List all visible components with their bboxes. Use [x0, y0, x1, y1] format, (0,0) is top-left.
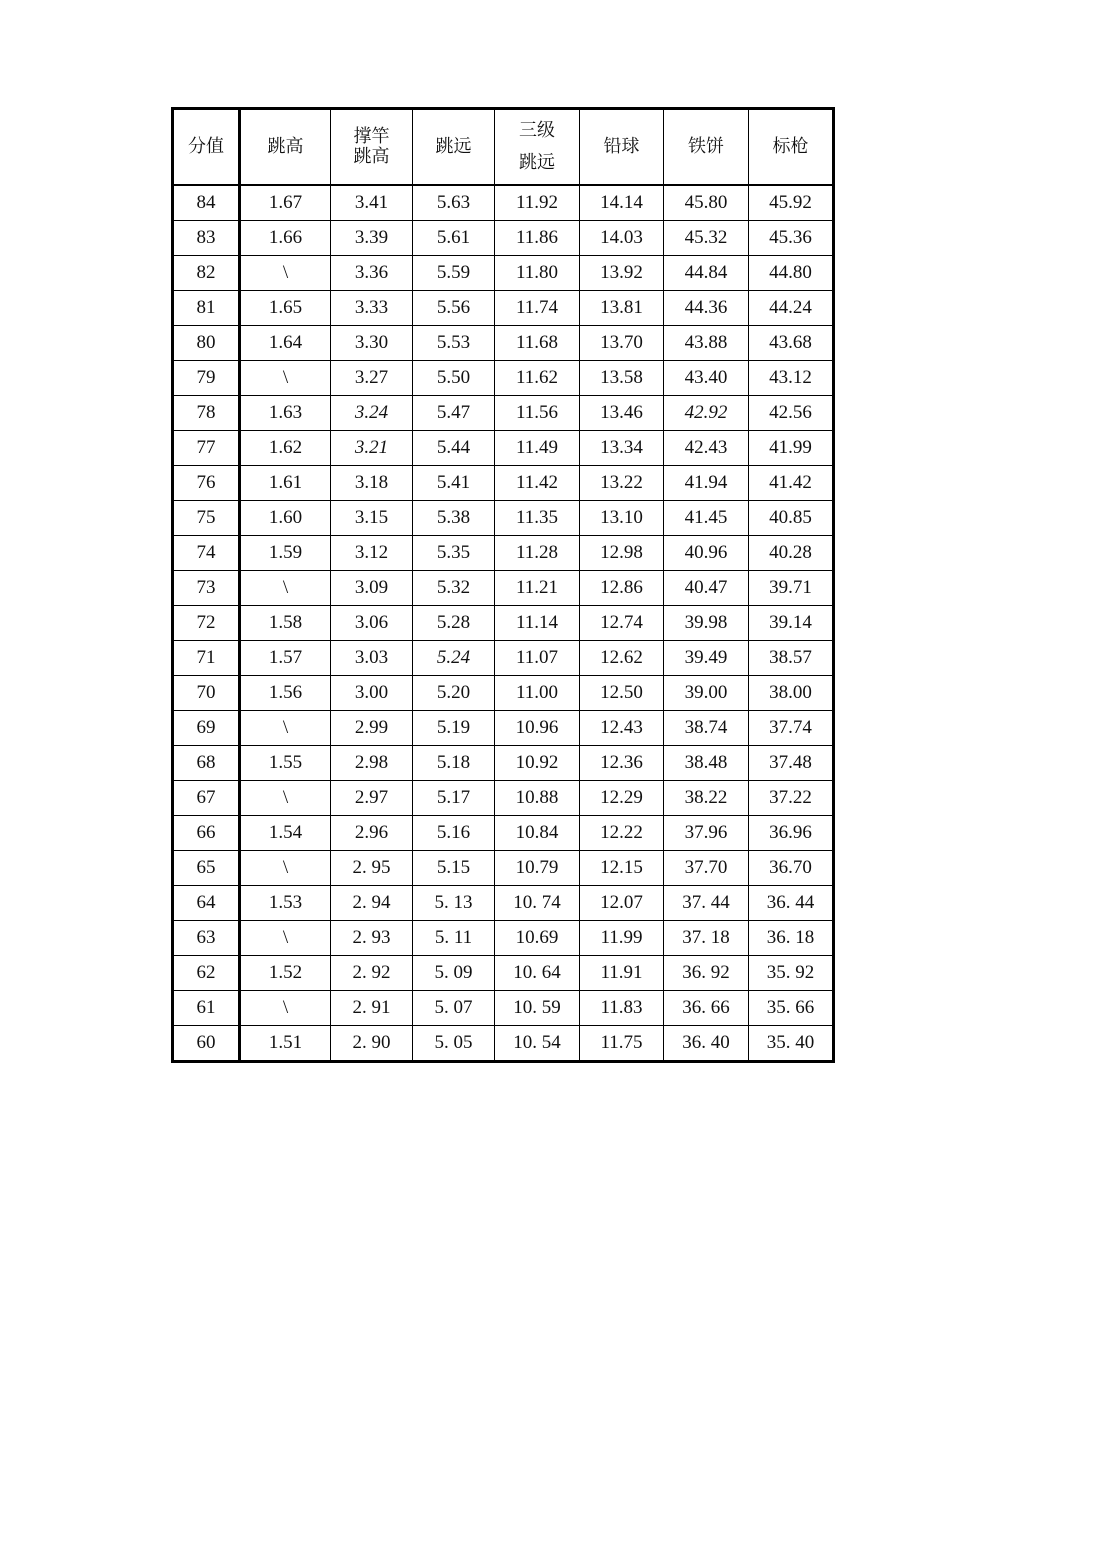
- cell-javelin: 41.42: [749, 466, 834, 501]
- cell-javelin: 40.85: [749, 501, 834, 536]
- cell-triple-jump: 10. 59: [495, 991, 580, 1026]
- header-discus: 铁饼: [664, 109, 749, 186]
- cell-shot-put: 13.46: [580, 396, 664, 431]
- cell-triple-jump: 10.96: [495, 711, 580, 746]
- cell-long-jump: 5. 13: [413, 886, 495, 921]
- cell-javelin: 36. 44: [749, 886, 834, 921]
- table-row: [173, 956, 834, 991]
- table-row: [173, 466, 834, 501]
- table-row: [173, 256, 834, 291]
- cell-score: 79: [173, 361, 240, 396]
- cell-pole-vault: 3.06: [331, 606, 413, 641]
- cell-high-jump: 1.61: [240, 466, 331, 501]
- cell-long-jump: 5.24: [413, 641, 495, 676]
- table-row: [173, 606, 834, 641]
- cell-shot-put: 13.70: [580, 326, 664, 361]
- cell-pole-vault: 2. 93: [331, 921, 413, 956]
- cell-discus: 45.80: [664, 185, 749, 221]
- cell-triple-jump: 10.79: [495, 851, 580, 886]
- header-javelin: 标枪: [749, 109, 834, 186]
- cell-shot-put: 14.14: [580, 185, 664, 221]
- cell-high-jump: 1.62: [240, 431, 331, 466]
- cell-triple-jump: 11.00: [495, 676, 580, 711]
- cell-discus: 44.84: [664, 256, 749, 291]
- table-row: [173, 536, 834, 571]
- cell-discus: 38.48: [664, 746, 749, 781]
- table-row: [173, 711, 834, 746]
- cell-pole-vault: 3.24: [331, 396, 413, 431]
- cell-discus: 37. 18: [664, 921, 749, 956]
- cell-javelin: 35. 40: [749, 1026, 834, 1062]
- cell-score: 68: [173, 746, 240, 781]
- table-row: [173, 676, 834, 711]
- header-pole-vault: [331, 109, 413, 186]
- cell-high-jump: 1.65: [240, 291, 331, 326]
- cell-pole-vault: 2.99: [331, 711, 413, 746]
- table-row: [173, 1026, 834, 1062]
- cell-pole-vault: 2. 90: [331, 1026, 413, 1062]
- cell-javelin: 45.36: [749, 221, 834, 256]
- cell-long-jump: 5.41: [413, 466, 495, 501]
- cell-high-jump: \: [240, 711, 331, 746]
- cell-triple-jump: 11.62: [495, 361, 580, 396]
- header-pole-vault-line2: 跳高: [353, 146, 390, 167]
- cell-long-jump: 5.50: [413, 361, 495, 396]
- cell-javelin: 41.99: [749, 431, 834, 466]
- cell-javelin: 40.28: [749, 536, 834, 571]
- cell-shot-put: 12.15: [580, 851, 664, 886]
- cell-shot-put: 12.29: [580, 781, 664, 816]
- cell-pole-vault: 2. 91: [331, 991, 413, 1026]
- cell-discus: 36. 66: [664, 991, 749, 1026]
- cell-pole-vault: 3.03: [331, 641, 413, 676]
- cell-discus: 37.96: [664, 816, 749, 851]
- cell-long-jump: 5.35: [413, 536, 495, 571]
- cell-high-jump: \: [240, 256, 331, 291]
- cell-score: 60: [173, 1026, 240, 1062]
- table-row: [173, 816, 834, 851]
- table-row: [173, 431, 834, 466]
- cell-shot-put: 13.34: [580, 431, 664, 466]
- cell-score: 82: [173, 256, 240, 291]
- cell-long-jump: 5.38: [413, 501, 495, 536]
- cell-discus: 43.40: [664, 361, 749, 396]
- cell-high-jump: \: [240, 851, 331, 886]
- cell-long-jump: 5.17: [413, 781, 495, 816]
- cell-triple-jump: 11.92: [495, 185, 580, 221]
- cell-triple-jump: 11.42: [495, 466, 580, 501]
- cell-javelin: 36.96: [749, 816, 834, 851]
- cell-high-jump: 1.58: [240, 606, 331, 641]
- cell-triple-jump: 10.92: [495, 746, 580, 781]
- table-row: [173, 641, 834, 676]
- cell-pole-vault: 2. 94: [331, 886, 413, 921]
- table-row: [173, 291, 834, 326]
- table-body: [173, 185, 834, 1062]
- cell-score: 75: [173, 501, 240, 536]
- cell-javelin: 39.14: [749, 606, 834, 641]
- cell-score: 84: [173, 185, 240, 221]
- cell-shot-put: 12.43: [580, 711, 664, 746]
- table-row: [173, 921, 834, 956]
- cell-score: 80: [173, 326, 240, 361]
- cell-discus: 44.36: [664, 291, 749, 326]
- cell-javelin: 38.57: [749, 641, 834, 676]
- cell-discus: 38.74: [664, 711, 749, 746]
- cell-high-jump: \: [240, 361, 331, 396]
- table-row: [173, 396, 834, 431]
- cell-shot-put: 11.75: [580, 1026, 664, 1062]
- cell-long-jump: 5. 07: [413, 991, 495, 1026]
- cell-javelin: 44.80: [749, 256, 834, 291]
- header-long-jump: 跳远: [413, 109, 495, 186]
- cell-pole-vault: 2.98: [331, 746, 413, 781]
- cell-high-jump: 1.63: [240, 396, 331, 431]
- table-row: [173, 851, 834, 886]
- header-triple-jump-line1: 三级: [519, 120, 555, 142]
- cell-score: 62: [173, 956, 240, 991]
- cell-triple-jump: 11.68: [495, 326, 580, 361]
- cell-shot-put: 13.81: [580, 291, 664, 326]
- cell-high-jump: \: [240, 921, 331, 956]
- cell-pole-vault: 3.36: [331, 256, 413, 291]
- cell-javelin: 35. 66: [749, 991, 834, 1026]
- cell-pole-vault: 3.12: [331, 536, 413, 571]
- cell-javelin: 43.12: [749, 361, 834, 396]
- cell-shot-put: 11.91: [580, 956, 664, 991]
- cell-score: 81: [173, 291, 240, 326]
- cell-discus: 40.47: [664, 571, 749, 606]
- table-row: [173, 326, 834, 361]
- cell-triple-jump: 10. 64: [495, 956, 580, 991]
- cell-shot-put: 12.98: [580, 536, 664, 571]
- cell-pole-vault: 3.00: [331, 676, 413, 711]
- table-header-row: [173, 109, 834, 186]
- cell-pole-vault: 2. 92: [331, 956, 413, 991]
- cell-high-jump: 1.51: [240, 1026, 331, 1062]
- cell-long-jump: 5.47: [413, 396, 495, 431]
- cell-triple-jump: 11.28: [495, 536, 580, 571]
- cell-pole-vault: 3.39: [331, 221, 413, 256]
- cell-discus: 39.98: [664, 606, 749, 641]
- cell-score: 64: [173, 886, 240, 921]
- cell-score: 83: [173, 221, 240, 256]
- cell-shot-put: 14.03: [580, 221, 664, 256]
- table-row: [173, 361, 834, 396]
- score-table: [171, 107, 835, 1063]
- cell-score: 77: [173, 431, 240, 466]
- cell-long-jump: 5. 11: [413, 921, 495, 956]
- cell-long-jump: 5.15: [413, 851, 495, 886]
- header-shot-put: 铅球: [580, 109, 664, 186]
- cell-score: 67: [173, 781, 240, 816]
- cell-triple-jump: 11.86: [495, 221, 580, 256]
- table-row: [173, 886, 834, 921]
- cell-long-jump: 5. 09: [413, 956, 495, 991]
- cell-long-jump: 5.61: [413, 221, 495, 256]
- cell-javelin: 45.92: [749, 185, 834, 221]
- cell-pole-vault: 3.21: [331, 431, 413, 466]
- header-pole-vault-line1: 撑竿: [353, 126, 390, 148]
- cell-score: 73: [173, 571, 240, 606]
- cell-discus: 38.22: [664, 781, 749, 816]
- cell-shot-put: 13.58: [580, 361, 664, 396]
- cell-long-jump: 5.44: [413, 431, 495, 466]
- cell-long-jump: 5.28: [413, 606, 495, 641]
- cell-pole-vault: 3.27: [331, 361, 413, 396]
- cell-javelin: 37.74: [749, 711, 834, 746]
- cell-triple-jump: 10.88: [495, 781, 580, 816]
- cell-shot-put: 12.62: [580, 641, 664, 676]
- cell-discus: 37.70: [664, 851, 749, 886]
- cell-pole-vault: 3.09: [331, 571, 413, 606]
- cell-triple-jump: 10.69: [495, 921, 580, 956]
- cell-discus: 45.32: [664, 221, 749, 256]
- table-row: [173, 221, 834, 256]
- cell-high-jump: \: [240, 991, 331, 1026]
- cell-score: 61: [173, 991, 240, 1026]
- cell-triple-jump: 11.80: [495, 256, 580, 291]
- table-row: [173, 991, 834, 1026]
- table-row: [173, 185, 834, 221]
- cell-triple-jump: 11.56: [495, 396, 580, 431]
- cell-javelin: 35. 92: [749, 956, 834, 991]
- cell-pole-vault: 3.41: [331, 185, 413, 221]
- cell-shot-put: 12.74: [580, 606, 664, 641]
- cell-high-jump: 1.55: [240, 746, 331, 781]
- cell-high-jump: \: [240, 781, 331, 816]
- cell-long-jump: 5. 05: [413, 1026, 495, 1062]
- score-table-container: [171, 107, 835, 1063]
- cell-long-jump: 5.63: [413, 185, 495, 221]
- cell-high-jump: 1.57: [240, 641, 331, 676]
- cell-triple-jump: 10. 74: [495, 886, 580, 921]
- header-high-jump: 跳高: [240, 109, 331, 186]
- cell-high-jump: 1.53: [240, 886, 331, 921]
- cell-discus: 42.43: [664, 431, 749, 466]
- header-triple-jump: [495, 109, 580, 186]
- cell-shot-put: 12.07: [580, 886, 664, 921]
- cell-high-jump: 1.54: [240, 816, 331, 851]
- cell-high-jump: \: [240, 571, 331, 606]
- cell-score: 76: [173, 466, 240, 501]
- cell-score: 70: [173, 676, 240, 711]
- cell-long-jump: 5.18: [413, 746, 495, 781]
- cell-pole-vault: 3.30: [331, 326, 413, 361]
- cell-javelin: 43.68: [749, 326, 834, 361]
- table-row: [173, 571, 834, 606]
- cell-javelin: 39.71: [749, 571, 834, 606]
- cell-shot-put: 12.22: [580, 816, 664, 851]
- cell-discus: 40.96: [664, 536, 749, 571]
- cell-shot-put: 12.36: [580, 746, 664, 781]
- cell-high-jump: 1.56: [240, 676, 331, 711]
- cell-score: 72: [173, 606, 240, 641]
- cell-shot-put: 12.86: [580, 571, 664, 606]
- cell-triple-jump: 10.84: [495, 816, 580, 851]
- cell-score: 71: [173, 641, 240, 676]
- cell-discus: 41.45: [664, 501, 749, 536]
- cell-javelin: 36. 18: [749, 921, 834, 956]
- cell-score: 65: [173, 851, 240, 886]
- cell-javelin: 38.00: [749, 676, 834, 711]
- cell-score: 66: [173, 816, 240, 851]
- cell-score: 63: [173, 921, 240, 956]
- cell-discus: 42.92: [664, 396, 749, 431]
- cell-javelin: 37.22: [749, 781, 834, 816]
- cell-score: 69: [173, 711, 240, 746]
- cell-long-jump: 5.20: [413, 676, 495, 711]
- cell-triple-jump: 11.35: [495, 501, 580, 536]
- cell-javelin: 44.24: [749, 291, 834, 326]
- cell-high-jump: 1.52: [240, 956, 331, 991]
- cell-shot-put: 13.22: [580, 466, 664, 501]
- cell-discus: 36. 40: [664, 1026, 749, 1062]
- cell-high-jump: 1.66: [240, 221, 331, 256]
- cell-long-jump: 5.16: [413, 816, 495, 851]
- cell-discus: 43.88: [664, 326, 749, 361]
- cell-shot-put: 11.83: [580, 991, 664, 1026]
- cell-pole-vault: 2. 95: [331, 851, 413, 886]
- cell-triple-jump: 11.07: [495, 641, 580, 676]
- table-row: [173, 781, 834, 816]
- cell-long-jump: 5.19: [413, 711, 495, 746]
- cell-pole-vault: 3.33: [331, 291, 413, 326]
- cell-score: 78: [173, 396, 240, 431]
- cell-triple-jump: 10. 54: [495, 1026, 580, 1062]
- table-row: [173, 746, 834, 781]
- cell-triple-jump: 11.49: [495, 431, 580, 466]
- cell-score: 74: [173, 536, 240, 571]
- cell-long-jump: 5.32: [413, 571, 495, 606]
- cell-pole-vault: 3.18: [331, 466, 413, 501]
- cell-triple-jump: 11.21: [495, 571, 580, 606]
- cell-high-jump: 1.60: [240, 501, 331, 536]
- cell-shot-put: 13.92: [580, 256, 664, 291]
- cell-discus: 41.94: [664, 466, 749, 501]
- header-triple-jump-line2: 跳远: [519, 152, 555, 173]
- header-score: 分值: [173, 109, 240, 186]
- table-row: [173, 501, 834, 536]
- cell-long-jump: 5.59: [413, 256, 495, 291]
- cell-discus: 39.49: [664, 641, 749, 676]
- cell-pole-vault: 2.96: [331, 816, 413, 851]
- cell-triple-jump: 11.74: [495, 291, 580, 326]
- cell-javelin: 42.56: [749, 396, 834, 431]
- cell-javelin: 36.70: [749, 851, 834, 886]
- cell-shot-put: 13.10: [580, 501, 664, 536]
- cell-triple-jump: 11.14: [495, 606, 580, 641]
- cell-long-jump: 5.56: [413, 291, 495, 326]
- cell-pole-vault: 3.15: [331, 501, 413, 536]
- cell-discus: 39.00: [664, 676, 749, 711]
- cell-high-jump: 1.59: [240, 536, 331, 571]
- cell-long-jump: 5.53: [413, 326, 495, 361]
- cell-high-jump: 1.64: [240, 326, 331, 361]
- cell-pole-vault: 2.97: [331, 781, 413, 816]
- cell-discus: 36. 92: [664, 956, 749, 991]
- cell-discus: 37. 44: [664, 886, 749, 921]
- cell-shot-put: 12.50: [580, 676, 664, 711]
- cell-shot-put: 11.99: [580, 921, 664, 956]
- cell-javelin: 37.48: [749, 746, 834, 781]
- cell-high-jump: 1.67: [240, 185, 331, 221]
